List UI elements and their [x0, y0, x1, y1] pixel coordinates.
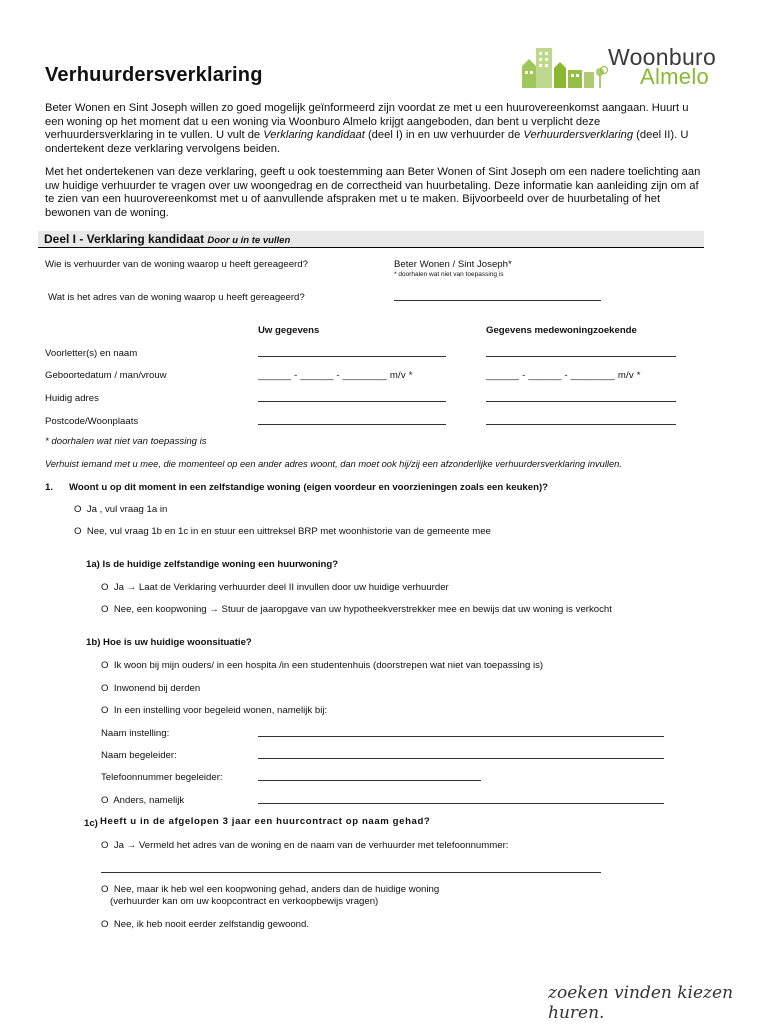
supervisor-phone-input[interactable] [258, 780, 481, 781]
question-landlord: Wie is verhuurder van de woning waarop u heeft gereageerd? [45, 259, 308, 270]
q1b-text: 1b) Hoe is uw huidige woonsituatie? [86, 637, 252, 648]
column-header-co: Gegevens medewoningzoekende [486, 325, 637, 336]
q1a-text: 1a) Is de huidige zelfstandige woning een huurwoning? [86, 559, 339, 570]
q1a-option-no[interactable]: O Nee, een koopwoning → Stuur de jaaropgave van uw hypotheekverstrekker mee en bewijs dat uw woning is verkocht [101, 604, 612, 615]
supervisor-input[interactable] [258, 758, 664, 759]
q1-number: 1. [45, 482, 54, 493]
radio-icon[interactable]: O [101, 919, 109, 930]
column-header-yours: Uw gegevens [258, 325, 320, 336]
co-current-address-input[interactable] [486, 401, 676, 402]
institution-label: Naam instelling: [101, 728, 170, 739]
previous-rental-input[interactable] [101, 872, 601, 873]
radio-icon[interactable]: O [101, 582, 109, 593]
section-header: Deel I - Verklaring kandidaat Door u in te vullen [38, 231, 704, 248]
landlord-answer[interactable]: Beter Wonen / Sint Joseph* [394, 259, 512, 270]
strike-note: * doorhalen wat niet van toepassing is [45, 436, 207, 447]
co-birthdate-input[interactable]: ______ - ______ - ________ m/v * [486, 370, 641, 381]
radio-icon[interactable]: O [74, 504, 82, 515]
radio-icon[interactable]: O [101, 884, 109, 895]
co-name-input[interactable] [486, 356, 676, 357]
radio-icon[interactable]: O [101, 840, 109, 851]
page-title: Verhuurdersverklaring [45, 64, 263, 86]
radio-icon[interactable]: O [101, 683, 109, 694]
postcode-input[interactable] [258, 424, 446, 425]
radio-icon[interactable]: O [74, 526, 82, 537]
q1b-option-parents[interactable]: O Ik woon bij mijn ouders/ in een hospita /in een studentenhuis (doorstrepen wat niet van toepassing is) [101, 660, 544, 671]
row-label-name: Voorletter(s) en naam [45, 348, 138, 359]
row-label-address: Huidig adres [45, 393, 99, 404]
q1c-option-never[interactable]: O Nee, ik heb nooit eerder zelfstandig gewoond. [101, 919, 310, 930]
supervisor-label: Naam begeleider: [101, 750, 177, 761]
radio-icon[interactable]: O [101, 604, 109, 615]
q1c-text: Heeft u in de afgelopen 3 jaar een huurcontract op naam gehad? [100, 816, 431, 827]
q1b-option-thirdparty[interactable]: O Inwonend bij derden [101, 683, 201, 694]
intro-paragraph-2: Met het ondertekenen van deze verklaring, geeft u ook toestemming aan Beter Wonen of Sint Joseph om een nadere toelichting aan uw huidige verhuurder te vragen over uw woongedrag en de correctheid van huurbetaling. Deze informatie kan aanleiding zijn om af te zien van een huurovereenkomst met u of aanvullende afspraken met u te maken. Bijvoorbeeld over de huurbetaling of het bewonen van de woning. [45, 166, 701, 219]
radio-icon[interactable]: O [101, 795, 109, 806]
row-label-birthdate: Geboortedatum / man/vrouw [45, 370, 167, 381]
q1b-option-other[interactable]: O Anders, namelijk [101, 795, 185, 806]
landlord-note: * doorhalen wat niet van toepassing is [394, 271, 504, 278]
q1-option-yes[interactable]: O Ja , vul vraag 1a in [74, 504, 168, 515]
other-input[interactable] [258, 803, 664, 804]
radio-icon[interactable]: O [101, 660, 109, 671]
q1c-option-no-owned[interactable]: O Nee, maar ik heb wel een koopwoning gehad, anders dan de huidige woning [101, 884, 440, 895]
supervisor-phone-label: Telefoonnummer begeleider: [101, 772, 223, 783]
move-note: Verhuist iemand met u mee, die momenteel op een ander adres woont, dan moet ook hij/zij een afzonderlijke verhuurdersverklaring invullen. [45, 459, 622, 469]
q1c-number: 1c) [84, 818, 98, 829]
institution-input[interactable] [258, 736, 664, 737]
logo-dot-icon [600, 66, 608, 74]
q1c-option-yes[interactable]: O Ja → Vermeld het adres van de woning en de naam van de verhuurder met telefoonnummer: [101, 840, 509, 851]
address-input[interactable] [394, 300, 601, 301]
question-address: Wat is het adres van de woning waarop u heeft gereageerd? [48, 292, 305, 303]
row-label-postcode: Postcode/Woonplaats [45, 416, 139, 427]
footer-slogan: zoeken vinden kiezen huren. [548, 983, 734, 1023]
q1a-option-yes[interactable]: O Ja → Laat de Verklaring verhuurder deel II invullen door uw huidige verhuurder [101, 582, 449, 593]
intro-paragraph-1: Beter Wonen en Sint Joseph willen zo goed mogelijk geïnformeerd zijn voordat ze met u een huurovereenkomst aangaan. Huurt u een woning op het moment dat u een woning via Woonburo Almelo krijgt aangeboden, dan bent u verplicht deze verhuurdersverklaring in te vullen. U vult de Verklaring kandidaat (deel I) in en uw verhuurder de Verhuurdersverklaring (deel II). U ondertekent deze verklaring vervolgens beiden. [45, 102, 689, 155]
birthdate-input[interactable]: ______ - ______ - ________ m/v * [258, 370, 413, 381]
name-input[interactable] [258, 356, 446, 357]
co-postcode-input[interactable] [486, 424, 676, 425]
logo-text-almelo: Almelo [640, 64, 710, 89]
q1-option-no[interactable]: O Nee, vul vraag 1b en 1c in en stuur een uittreksel BRP met woonhistorie van de gemeente mee [74, 526, 491, 537]
q1c-option-no-owned-note: (verhuurder kan om uw koopcontract en verkoopbewijs vragen) [110, 896, 379, 907]
q1-text: Woont u op dit moment in een zelfstandige woning (eigen voordeur en voorzieningen zoals een keuken)? [69, 482, 549, 493]
current-address-input[interactable] [258, 401, 446, 402]
radio-icon[interactable]: O [101, 705, 109, 716]
q1b-option-institution[interactable]: O In een instelling voor begeleid wonen, namelijk bij: [101, 705, 328, 716]
logo-text-woonburo: Woonburo [608, 44, 717, 70]
